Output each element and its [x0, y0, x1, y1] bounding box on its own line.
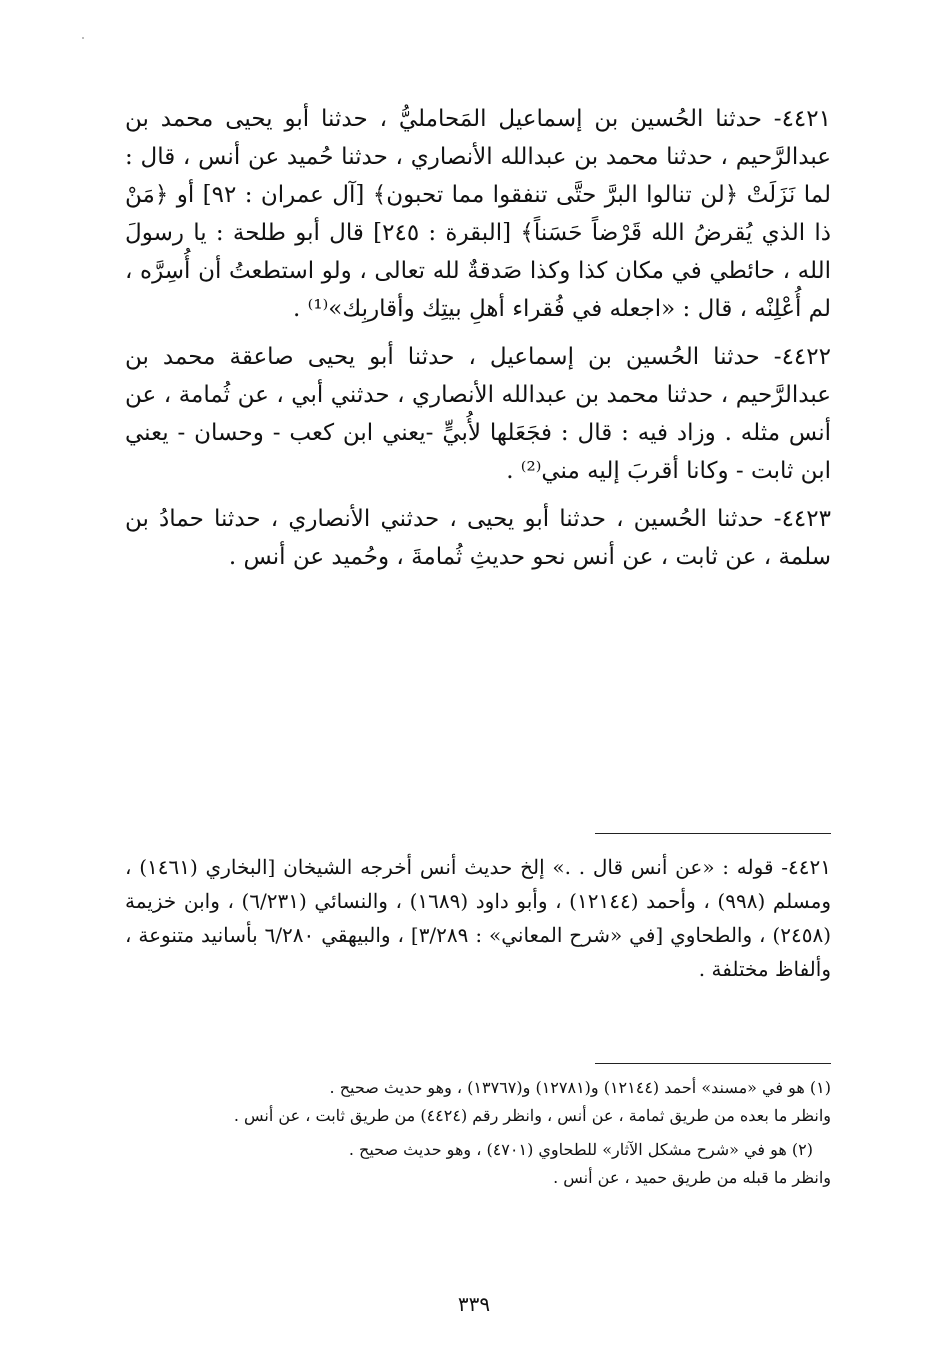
footnote-1-line-1: (١) هو في «مسند» أحمد (١٢١٤٤) و(١٢٧٨١) و(١٣٧٦٧) ، وهو حديث صحيح . — [329, 1078, 831, 1097]
hadith-text — [125, 100, 831, 576]
footnote-2-line-1: (٢) هو في «شرح مشكل الآثار» للطحاوي (٤٧٠١) ، وهو حديث صحيح . — [348, 1140, 813, 1159]
commentary — [125, 850, 831, 986]
footnotes — [125, 1074, 831, 1192]
hadith-4423: ٤٤٢٣- حدثنا الحُسين ، حدثنا أبو يحيى ، حدثني الأنصاري ، حدثنا حمادُ بن سلمة ، عن ثابت ، عن أنس نحو حديثِ ثُمامةَ ، وحُميد عن أنس . — [125, 506, 831, 570]
page-number: ٣٣٩ — [457, 1292, 491, 1316]
hadith-4421: ٤٤٢١- حدثنا الحُسين بن إسماعيل المَحامليُّ ، حدثنا أبو يحيى محمد بن عبدالرَّحيم ، حدثنا محمد بن عبدالله الأنصاري ، حدثنا حُميد عن أنس ، قال : لما نَزَلَتْ ﴿لن تنالوا البرَّ حتَّى تنفقوا مما تحبون﴾ [آل عمران : ٩٢] أو ﴿مَنْ ذا الذي يُقرضُ الله قَرْضاً حَسَناً﴾ [البقرة : ٢٤٥] قال أبو طلحة : يا رسولَ الله ، حائطي في مكان كذا وكذا صَدقةٌ لله تعالى ، ولو استطعتُ أن أُسِرَّه ، لم أُعْلِنْه ، قال : «اجعله في فُقراء أهلِ بيتِك وأقاربِك»⁽¹⁾ . — [125, 106, 832, 322]
footnote-1-line-2: وانظر ما بعده من طريق ثمامة ، عن أنس ، وانظر رقم (٤٤٢٤) من طريق ثابت ، عن أنس . — [233, 1106, 831, 1125]
footnotes-separator — [595, 1063, 831, 1064]
commentary-separator — [595, 833, 831, 834]
hadith-4422: ٤٤٢٢- حدثنا الحُسين بن إسماعيل ، حدثنا أبو يحيى صاعقة محمد بن عبدالرَّحيم ، حدثنا محمد بن عبدالله الأنصاري ، حدثني أبي ، عن ثُمامة ، عن أنس مثله . وزاد فيه : قال : فجَعَلها لأُبيٍّ -يعني ابن كعب - وحسان - يعني ابن ثابت - وكانا أقربَ إليه مني⁽²⁾ . — [125, 344, 831, 484]
commentary-text: ٤٤٢١- قوله : «عن أنس قال . .» إلخ حديث أنس أخرجه الشيخان [البخاري (١٤٦١) ، ومسلم (٩٩٨) ، وأحمد (١٢١٤٤) ، وأبو داود (١٦٨٩) ، والنسائي (٦/٢٣١) ، وابن خزيمة (٢٤٥٨) ، والطحاوي [في «شرح المعاني» : ٣/٢٨٩] ، والبيهقي ٦/٢٨٠ بأسانيد متنوعة ، وألفاظ مختلفة . — [125, 855, 831, 981]
scan-speck — [82, 37, 84, 39]
footnote-2-line-2: وانظر ما قبله من طريق حميد ، عن أنس . — [553, 1168, 831, 1187]
